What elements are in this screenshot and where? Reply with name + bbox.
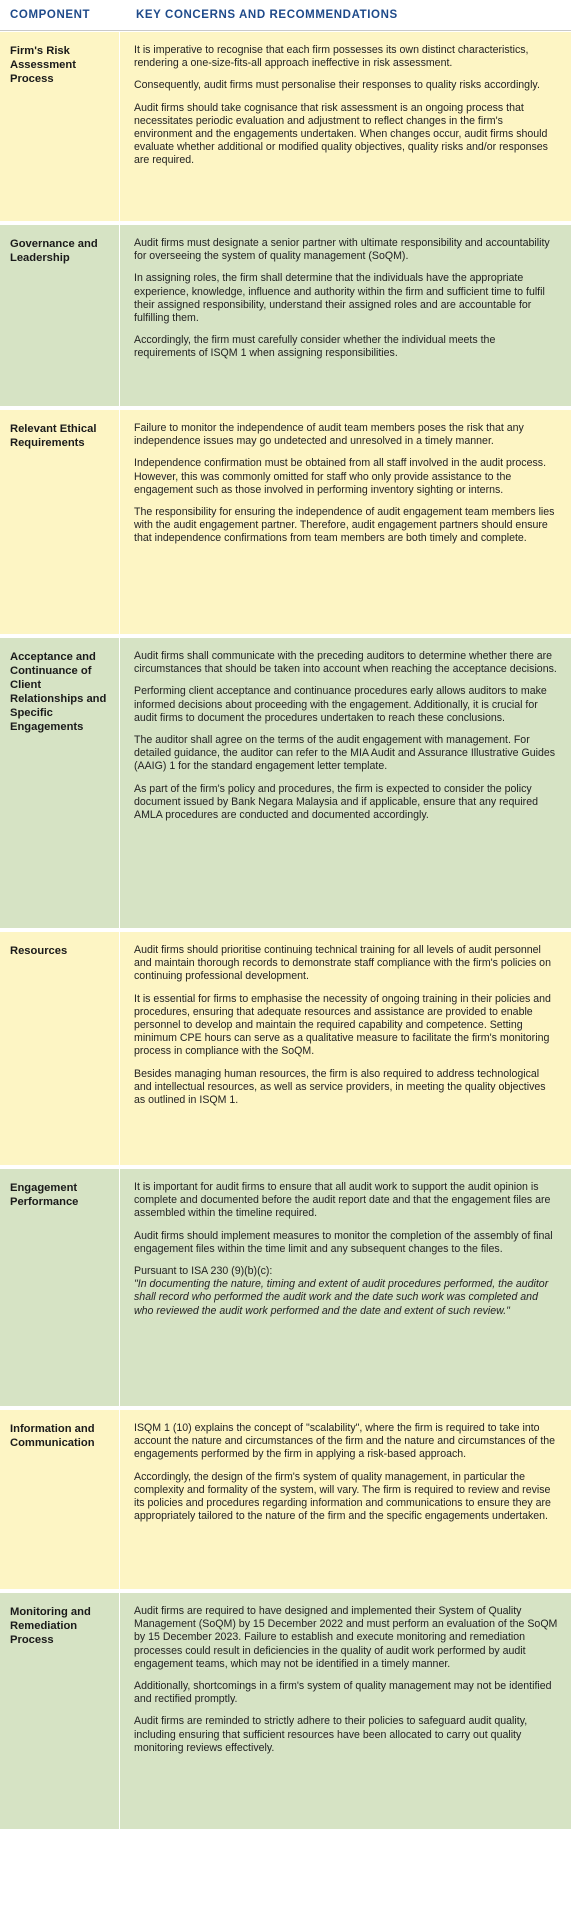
- paragraph: Audit firms are required to have designed and implemented their System of Quality Management (SoQM) by 15 December 2022 and must perform an evaluation of the SoQM by 15 December 2023. Failure to establish and execute monitoring and remediation processes could result in deficiencies in the quality of audit work performed by audit engagement teams, which may not be identified in a timely manner.: [134, 1605, 558, 1670]
- component-label: Monitoring and Remediation Process: [0, 1593, 120, 1829]
- paragraph: Performing client acceptance and continuance procedures early allows auditors to make informed decisions about proceeding with the engagement. Additionally, it is crucial for audit firms to document the procedures undertaken to reach these conclusions.: [134, 685, 547, 724]
- paragraph: Independence confirmation must be obtained from all staff involved in the audit process. However, this was commonly omitted for staff who only provide assistance to the engagement such as those involved in performing inventory sighting or interns.: [134, 457, 547, 496]
- component-label: Resources: [0, 932, 120, 1165]
- table-row: [0, 1593, 571, 1833]
- recommendations-cell: [120, 1169, 571, 1406]
- paragraph: The responsibility for ensuring the independence of audit engagement team members lies with the audit engagement partner. Therefore, audit engagement partners should ensure that independence confirmations from team members are both timely and complete.: [134, 506, 555, 545]
- table-row: [0, 1410, 571, 1593]
- paragraph: As part of the firm's policy and procedures, the firm is expected to consider the policy document issued by Bank Negara Malaysia and if applicable, ensure that any required AMLA procedures are conducted and documented accordingly.: [134, 782, 538, 822]
- component-label: Acceptance and Continuance of Client Relationships and Specific Engagements: [0, 638, 120, 928]
- table-row: [0, 410, 571, 638]
- concerns-table: [0, 31, 571, 1833]
- paragraph: Audit firms should implement measures to monitor the completion of the assembly of final engagement files within the time limit and any subsequent changes to the files.: [134, 1229, 553, 1255]
- component-label: Engagement Performance: [0, 1169, 120, 1406]
- paragraph: Audit firms should take cognisance that risk assessment is an ongoing process that necessitates periodic evaluation and adjustment to reflect changes in the firm's environment and the engagements undertaken. When changes occur, audit firms should evaluate whether additional or modified quality objectives, quality risks and/or responses are required.: [134, 101, 548, 167]
- recommendations-cell: [120, 1410, 571, 1589]
- paragraph: ISQM 1 (10) explains the concept of "scalability", where the firm is required to take into account the nature and circumstances of the firm and the nature and circumstances of the engagements performed by the firm in applying a risk-based approach.: [134, 1422, 556, 1461]
- table-header: [0, 0, 571, 31]
- paragraph: In assigning roles, the firm shall determine that the individuals have the appropriate experience, knowledge, influence and authority within the firm and sufficient time to fulfil their assigned responsibility, understand their assigned roles and are accountable for fulfilling them.: [134, 272, 545, 325]
- paragraph: It is essential for firms to emphasise the necessity of ongoing training in their policies and procedures, ensuring that adequate resources and assistance are provided to enable personnel to develop and maintain the required capability and competence. Setting minimum CPE hours can serve as a qualitative measure to facilitate the firm's monitoring process in compliance with the SoQM.: [134, 992, 551, 1058]
- paragraph: It is imperative to recognise that each firm possesses its own distinct characteristics, rendering a one-size-fits-all approach ineffective in risk assessment.: [134, 44, 529, 70]
- recommendations-cell: [120, 410, 571, 634]
- paragraph: Consequently, audit firms must personalise their responses to quality risks accordingly.: [134, 79, 540, 92]
- paragraph: Audit firms shall communicate with the preceding auditors to determine whether there are circumstances that should be taken into account when reaching the acceptance decisions.: [134, 650, 557, 676]
- paragraph: Accordingly, the design of the firm's system of quality management, in particular the complexity and formality of the system, will vary. The firm is required to review and revise its policies and procedures regarding information and communications to ensure they are appropriately tailored to the nature of the firm and the specific engagements undertaken.: [134, 1470, 551, 1523]
- table-row: [0, 638, 571, 932]
- recommendations-cell: [120, 1593, 571, 1829]
- column-header-key-concerns: KEY CONCERNS AND RECOMMENDATIONS: [136, 9, 398, 21]
- paragraph: Additionally, shortcomings in a firm's system of quality management may not be identified and rectified promptly.: [134, 1680, 552, 1706]
- paragraph: The auditor shall agree on the terms of the audit engagement with management. For detailed guidance, the auditor can refer to the MIA Audit and Assurance Illustrative Guides (AAIG) 1 for the standard engagement letter template.: [134, 734, 556, 773]
- column-header-component: COMPONENT: [10, 9, 91, 21]
- component-label: Firm's Risk Assessment Process: [0, 32, 120, 221]
- paragraph: Audit firms should prioritise continuing technical training for all levels of audit personnel and maintain thorough records to demonstrate staff compliance with the firm's policies on continuing professional development.: [134, 944, 551, 983]
- recommendations-cell: [120, 225, 571, 406]
- table-row: [0, 932, 571, 1169]
- recommendations-cell: [120, 32, 571, 221]
- component-label: Governance and Leadership: [0, 225, 120, 406]
- isa-quote: "In documenting the nature, timing and extent of audit procedures performed, the auditor shall record who performed the audit work and the date such work was completed and who reviewed the audit work performed and the date and extent of such review.": [134, 1278, 549, 1317]
- paragraph: Failure to monitor the independence of audit team members poses the risk that any independence issues may go undetected and unresolved in a timely manner.: [134, 422, 524, 448]
- table-row: [0, 1169, 571, 1410]
- recommendations-cell: [120, 638, 571, 928]
- component-label: Relevant Ethical Requirements: [0, 410, 120, 634]
- table-row: [0, 225, 571, 410]
- recommendations-cell: [120, 932, 571, 1165]
- table-row: [0, 32, 571, 225]
- paragraph: Accordingly, the firm must carefully consider whether the individual meets the requirements of ISQM 1 when assigning responsibilities.: [134, 334, 496, 360]
- paragraph: Besides managing human resources, the firm is also required to address technological and intellectual resources, as well as service providers, in meeting the quality objectives as outlined in ISQM 1.: [134, 1067, 546, 1107]
- paragraph: Audit firms must designate a senior partner with ultimate responsibility and accountability for overseeing the system of quality management (SoQM).: [134, 237, 550, 263]
- paragraph: Audit firms are reminded to strictly adhere to their policies to safeguard audit quality, including ensuring that sufficient resources have been allocated to carry out quality monitoring reviews effectively.: [134, 1715, 528, 1754]
- component-label: Information and Communication: [0, 1410, 120, 1589]
- paragraph: Pursuant to ISA 230 (9)(b)(c):: [134, 1265, 273, 1278]
- paragraph: It is important for audit firms to ensure that all audit work to support the audit opinion is complete and documented before the audit report date and that the engagement files are assembled within the timeline required.: [134, 1181, 551, 1220]
